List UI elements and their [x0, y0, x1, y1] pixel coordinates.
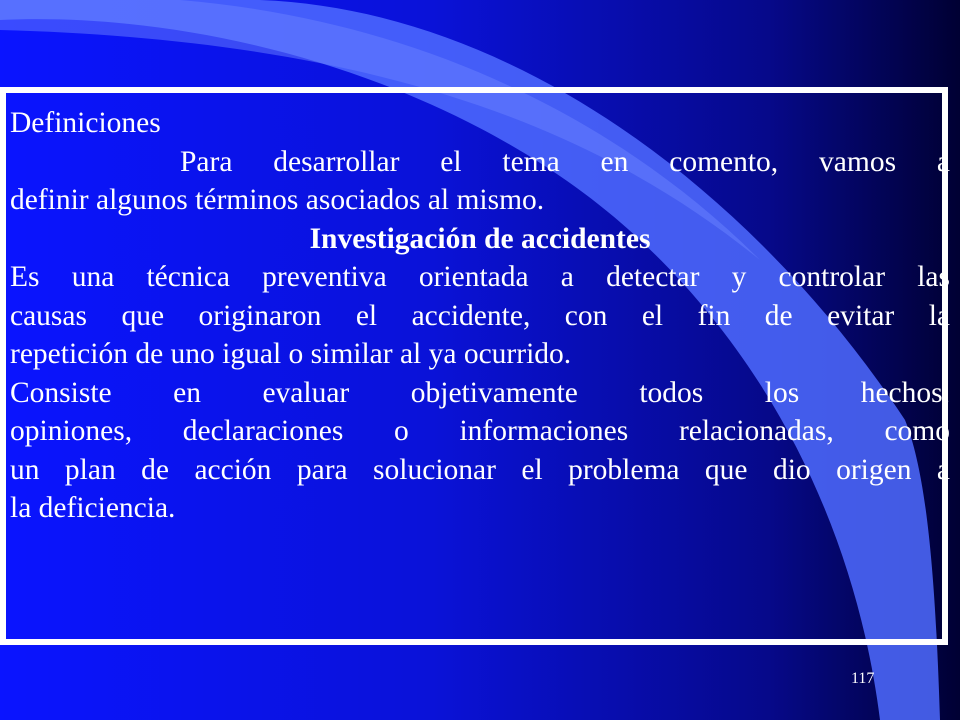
intro-line-1: Para desarrollar el tema en comento, vamos a	[180, 145, 950, 178]
paragraph2-line-4: la deficiencia.	[10, 492, 176, 524]
intro-line-2: definir algunos términos asociados al mismo.	[10, 184, 545, 216]
page-number: 117	[851, 670, 875, 687]
paragraph2-line-1: Consiste en evaluar objetivamente todos los hechos,	[10, 376, 950, 409]
paragraph2-line-2: opiniones, declaraciones o informaciones relacionadas, como	[10, 415, 950, 447]
paragraph1-line-2: causas que originaron el accidente, con el fin de evitar la	[10, 299, 950, 332]
slide-subheading: Investigación de accidentes	[309, 222, 651, 255]
slide-content	[10, 104, 950, 528]
paragraph1-line-3: repetición de uno igual o similar al ya ocurrido.	[10, 338, 572, 370]
paragraph2-line-3: un plan de acción para solucionar el problema que dio origen a	[10, 453, 950, 486]
paragraph1-line-1: Es una técnica preventiva orientada a detectar y controlar las	[10, 261, 950, 293]
slide-heading: Definiciones	[10, 107, 161, 139]
